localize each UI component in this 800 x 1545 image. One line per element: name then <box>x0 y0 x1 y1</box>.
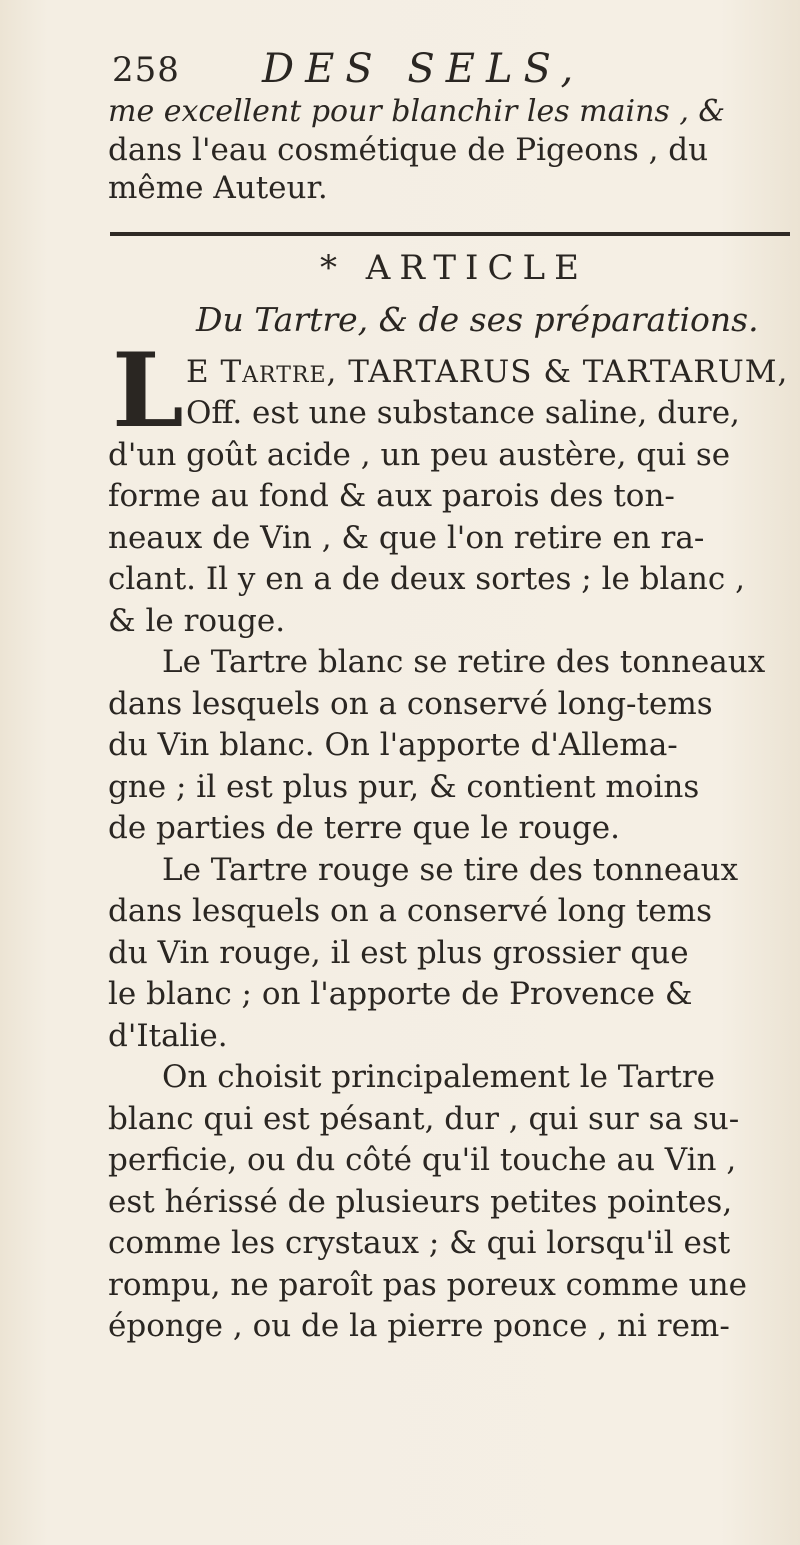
text-line: E Tartre, TARTARUS & TARTARUM, <box>186 354 789 390</box>
section-divider <box>110 232 790 236</box>
article-heading: * ARTICLE <box>320 248 588 288</box>
text-line: On choisit principalement le Tartre <box>162 1059 716 1095</box>
text-line: & le rouge. <box>108 603 286 639</box>
page-number: 258 <box>112 50 180 90</box>
text-line: Le Tartre blanc se retire des tonneaux <box>162 644 766 680</box>
text-line: blanc qui est pésant, dur , qui sur sa su- <box>108 1101 740 1137</box>
text-line: dans l'eau cosmétique de Pigeons , du <box>108 132 709 168</box>
text-line: perficie, ou du côté qu'il touche au Vin , <box>108 1142 737 1178</box>
text-line: forme au fond & aux parois des ton- <box>108 478 675 514</box>
text-line: Le Tartre rouge se tire des tonneaux <box>162 852 739 888</box>
text-line: clant. Il y en a de deux sortes ; le blanc , <box>108 561 745 597</box>
text-line: d'un goût acide , un peu austère, qui se <box>108 437 731 473</box>
text-line: dans lesquels on a conservé long-tems <box>108 686 713 722</box>
text-line: comme les crystaux ; & qui lorsqu'il est <box>108 1225 731 1261</box>
drop-cap: L <box>112 331 184 451</box>
text-line: est hérissé de plusieurs petites pointes, <box>108 1184 733 1220</box>
text-line: de parties de terre que le rouge. <box>108 810 620 846</box>
running-title: DES SELS, <box>262 46 585 92</box>
text-line: le blanc ; on l'apporte de Provence & <box>108 976 693 1012</box>
text-line: rompu, ne paroît pas poreux comme une <box>108 1267 747 1303</box>
text-line: du Vin rouge, il est plus grossier que <box>108 935 689 971</box>
text-line: gne ; il est plus pur, & contient moins <box>108 769 700 805</box>
text-line: du Vin blanc. On l'apporte d'Allema- <box>108 727 678 763</box>
text-line: éponge , ou de la pierre ponce , ni rem- <box>108 1308 730 1344</box>
text-line: dans lesquels on a conservé long tems <box>108 893 713 929</box>
text-line: Off. est une substance saline, dure, <box>186 395 740 431</box>
text-line: d'Italie. <box>108 1018 228 1054</box>
text-line: même Auteur. <box>108 170 328 206</box>
text-line: me excellent pour blanchir les mains , & <box>108 94 726 129</box>
text-line: neaux de Vin , & que l'on retire en ra- <box>108 520 705 556</box>
article-subtitle: Du Tartre, & de ses préparations. <box>196 300 759 339</box>
